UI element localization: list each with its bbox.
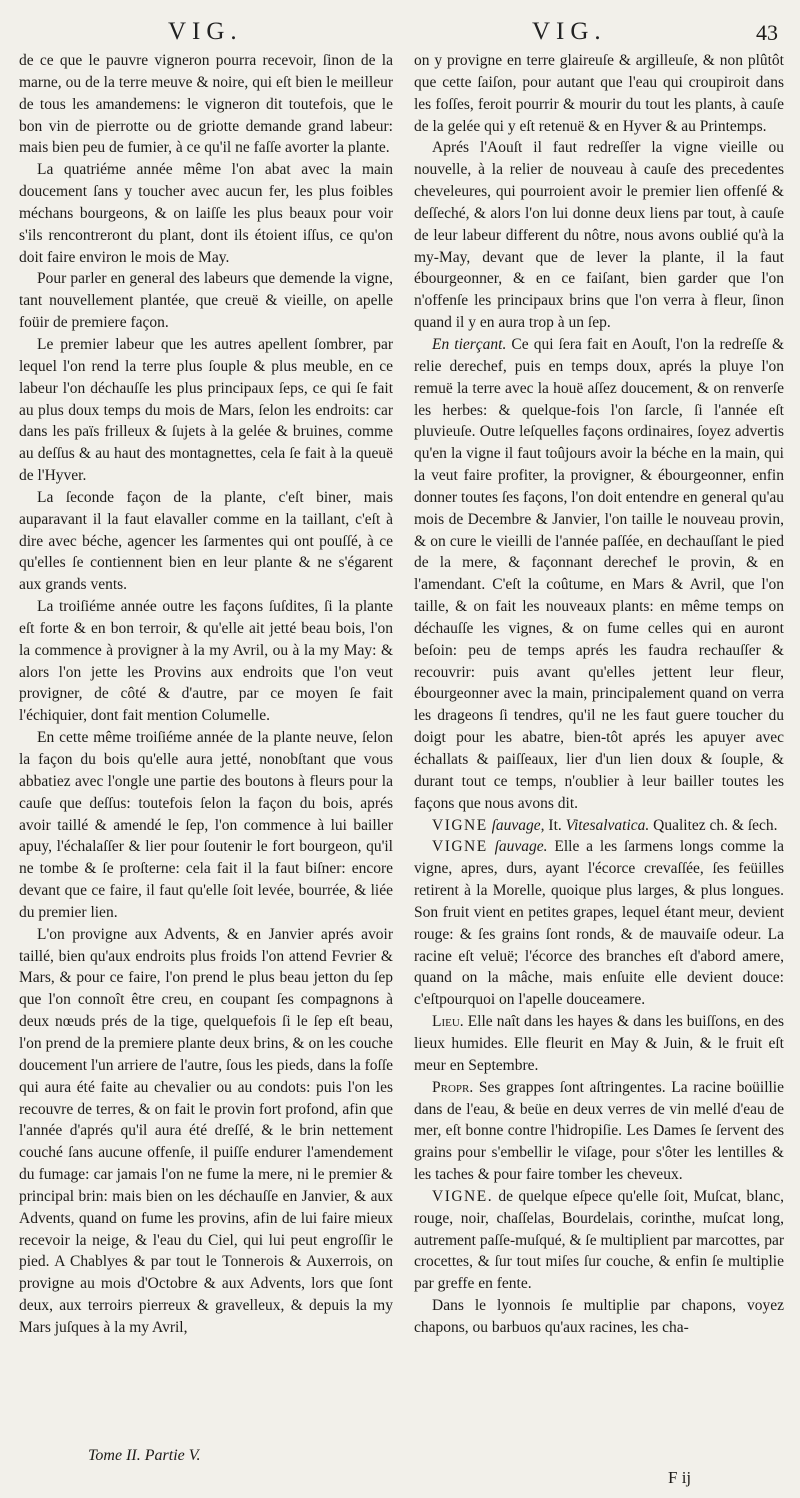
entry-label: Propr. [432, 1078, 474, 1096]
paragraph: En cette même troiſiéme année de la plante neuve, ſelon la façon du bois qu'elle aura jetté, nonobſtant que vous abbatiez avec l'ongle une partie des boutons à fleurs pour la cauſe que deſſus: toutefois ſelon la façon du bois, aprés avoir taillé & amendé le ſep, l'on commence à lui bailler apuy, l'échalaſſer & lier pour ſoutenir le fort bourgeon, qu'il ne tombe & ſe proſterne: cela fait il la faut biſner: encore devant que ce faire, il faut qu'elle ſoit levée, bourrée, & liée du premier lien. [19, 729, 393, 921]
entry-label: Lieu. [432, 1013, 464, 1031]
entry-text: Elle naît dans les hayes & dans les buiſſons, en des lieux humides. Elle fleurit en May & Juin, & le fruit eſt meur en Septembre. [414, 1013, 784, 1074]
running-head [0, 18, 800, 54]
entry-propr [414, 1077, 784, 1186]
entry-headword: VIGNE. [432, 1187, 494, 1205]
paragraph: Pour parler en general des labeurs que demende la vigne, tant nouvellement plantée, que creuë & vieille, on apelle foüir de premiere façon. [19, 270, 393, 332]
entry-text: de quelque eſpece qu'elle ſoit, Muſcat, blanc, rouge, noir, chaſſelas, Bourdelais, corinthe, muſcat long, autrement paſſe-muſqué, & ſe multiplient par marcottes, par crocettes, & ſur tout miſes ſur couche, & enfin ſe multiplie par greffe en fente. [414, 1187, 784, 1293]
running-head-right: VIG. [532, 18, 607, 45]
entry-qualifier: ſauvage, [487, 816, 545, 834]
entry-vigne-sauvage-1 [414, 815, 784, 837]
paragraph: Dans le lyonnois ſe multiplie par chapons, voyez chapons, ou barbuos qu'aux racines, les cha- [414, 1297, 784, 1336]
volume-footer: Tome II. Partie V. [88, 1447, 201, 1464]
paragraph: Aprés l'Aouſt il faut redreſſer la vigne vieille ou nouvelle, à la relier de nouveau à cauſe des precedentes cheveleures, qui pourroient avoir le premier lien offenſé & deſſeché, & alors l'on lui donne deux liens par tout, à cauſe de leur labeur different du nôtre, nous avons oublié qu'à la my-May, devant que de lever la plante, il la faut ébourgeonner, & en ce faiſant, bien garder que l'on n'offenſe les principaux brins que l'on verra à fleur, ſinon quand il y en aura trop à un ſep. [414, 139, 784, 332]
right-column [414, 50, 784, 1339]
entry-headword: VIGNE [432, 838, 488, 856]
paragraph: Le premier labeur que les autres apellent ſombrer, par lequel l'on rend la terre plus ſouple & plus meuble, en ce labeur l'on déchauſſe les plus principaux ſeps, ce qui ſe fait au plus doux temps du mois de Mars, ſelon les endroits: car dans les païs frilleux & ſujets à la gelée & bruines, comme au deſſus & au haut des montagnettes, cela ſe fait à la queuë de l'Hyver. [19, 335, 393, 485]
paragraph [414, 334, 784, 815]
entry-text: It. [544, 816, 566, 834]
paragraph: La ſeconde façon de la plante, c'eſt biner, mais auparavant il la faut elavaller comme en la taillant, c'eſt à dire avec béche, agencer les ſarmentes qui ont pouſſé, à ce qu'elles ſe contiennent bien en leur plante & ne s'égarent aux grands vents. [19, 488, 393, 594]
paragraph: La quatriéme année même l'on abat avec la main doucement ſans y toucher avec aucun fer, les plus foibles méchans bourgeons, & on laiſſe les plus beaux pour voir s'ils rencontreront du plant, dont ils étoient iſſus, ce qu'on doit faire environ le mois de May. [19, 161, 393, 266]
section-lead: En tierçant. [432, 335, 507, 353]
running-head-left: VIG. [168, 18, 243, 45]
left-column [19, 50, 393, 1339]
entry-qualifier: ſauvage. [487, 838, 548, 856]
page-number: 43 [756, 20, 778, 45]
paragraph: La troiſiéme année outre les façons ſuſdites, ſi la plante eſt forte & en bon terroir, & qu'elle ait jetté beau bois, l'on la commence à provigner à la my Avril, ou à la my May: & alors l'on jette les Provins aux endroits que l'on veut provigner, de côté & d'autre, par ce moyen ſe fait l'échiquier, dont fait mention Columelle. [19, 598, 393, 725]
entry-text: Ses grappes ſont aſtringentes. La racine boüillie dans de l'eau, & beüe en deux verres de vin mellé d'eau de mer, eſt bonne contre l'hidropiſie. Les Dames ſe ſervent des grains pour s'embellir le viſage, pour s'ôter les lentilles & les taches & pour faire tomber les cheveux. [414, 1078, 784, 1184]
entry-vigne-sauvage-2 [414, 836, 784, 1011]
entry-vigne [414, 1186, 784, 1295]
entry-text: Qualitez ch. & ſech. [649, 816, 778, 834]
paragraph-text: Ce qui ſera fait en Aouſt, l'on la redreſſe & relie derechef, puis en temps doux, aprés la pluye l'on remuë la terre avec la houë aſſez doucement, & on renverſe les herbes: & quelque-fois l'on ſarcle, ſi l'année eſt pluvieuſe. Outre leſquelles façons ordinaires, ſoyez advertis qu'en la vigne il faut toûjours avoir la béche en la main, qui la veut faire profiter, la provigner, & ébourgeonner, enfin donner toutes ſes façons, l'on doit entendre en general qu'au mois de Decembre & Janvier, l'on taille le nouveau provin, & on cure le vieilli de l'année paſſée, en dechauſſant le pied de la mere, & façonnant derechef le provin, & en l'amendant. C'eſt la coûtume, en Mars & Avril, que l'on taille, & on fait les nouveaux plants: en même temps on déchauſſe les vignes, & on fume celles qui en auront beſoin: peu de temps aprés les faudra rechauſſer & recouvrir: puis avant qu'elles jettent leur fleur, ébourgeonner avec la main, principalement quand on verra les drageons ſi tendres, qu'il ne les faut guere toucher du doigt pour les abatre, bien-tôt aprés les apuyer avec échallats & paiſſeaux, lier d'un lien doux & ſouple, & durant tout ce temps, n'oublier à leur bailler toutes les façons que nous avons dit. [414, 335, 784, 812]
entry-headword: VIGNE [432, 816, 488, 834]
entry-latin: Vitesalvatica. [565, 816, 650, 834]
entry-text: Elle a les ſarmens longs comme la vigne, apres, durs, ayant l'écorce crevaſſée, ſes feüilles retirent à la Morelle, quoique plus larges, & plus longues. Son fruit vient en petites grapes, lequel étant meur, devient rouge: & ſes grains ſont ronds, & de mauvaiſe odeur. La racine eſt veluë; l'écorce des branches eſt d'abord amere, quand on la mâche, mais enſuite elle devient douce: c'eſtpourquoi on l'apelle douceamere. [414, 838, 784, 1009]
signature-mark: F ij [668, 1468, 692, 1487]
paragraph: L'on provigne aux Advents, & en Janvier aprés avoir taillé, bien qu'aux endroits plus froids l'on attend Fevrier & Mars, & pour ce faire, l'on prend le plus beau jetton du ſep que l'on connoît être creu, en coupant ſes compagnons à deux nœuds prés de la tige, quelquefois ſi le ſep eſt beau, l'on prend de la premiere plante deux brins, & on les couche doucement l'un arriere de l'autre, ſous les pieds, dans la foſſe qui aura été faite au chevalier ou au condots: puis l'on les recouvre de terres, & on fait le provin fort profond, afin que l'année d'aprés qu'il aura été dreſſé, & le brin nettement couché ſans aucune offenſe, il puiſſe endurer l'amendement du fumage: car jamais l'on ne fume la mere, ni le premier & principal brin: mais bien on les déchauſſe en Janvier, & aux Advents, quand on fume les provins, afin de lui faire mieux recevoir la neige, & l'eau du Ciel, qui lui peut engroſſir le pied. A Chablyes & par tout le Tonnerois & Auxerrois, on provigne au mois d'Octobre & aux Advents, lors que ſont deux, aux terroirs pierreux & gravelleux, & depuis la my Mars juſques à la my Avril, [19, 925, 394, 1336]
entry-lieu [414, 1011, 784, 1077]
paragraph: on y provigne en terre glaireuſe & argilleuſe, & non plûtôt que cette ſaiſon, pour autant que l'eau qui croupiroit dans les foſſes, feroit pourrir & mourir du tout les plants, à cauſe de la gelée qui y eſt retenuë & en Hyver & au Printemps. [414, 52, 784, 135]
paragraph: de ce que le pauvre vigneron pourra recevoir, ſinon de la marne, ou de la terre meuve & noire, qui eſt bien le meilleur de tous les amandemens: le vigneron dit toutefois, que le bon vin de pierrotte ou de griotte demande grand labeur: mais bien peu de fumier, à ce qu'il ne faſſe avorter la plante. [19, 52, 393, 157]
